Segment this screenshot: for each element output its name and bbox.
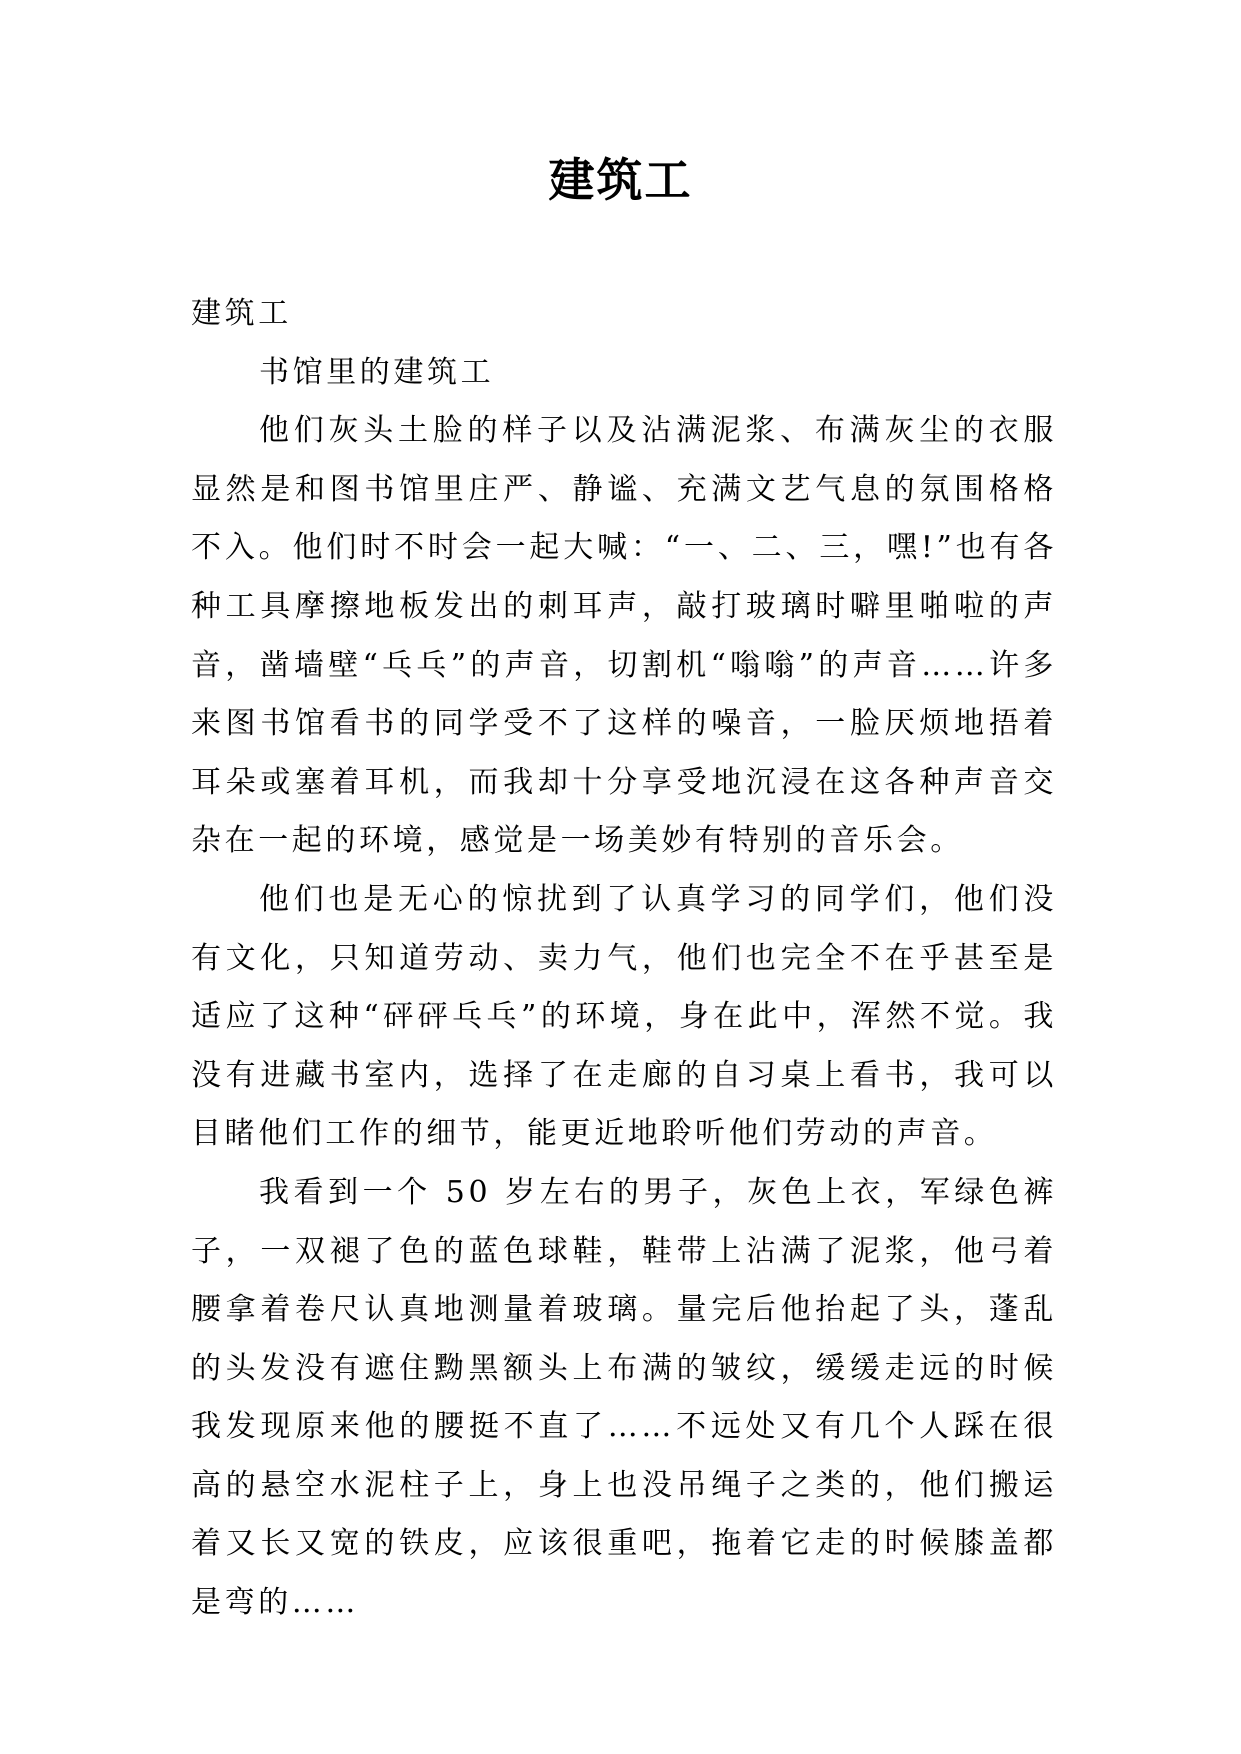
paragraph-heading: 书馆里的建筑工: [259, 354, 495, 390]
document-subtitle: 建筑工: [191, 296, 292, 331]
paragraph: 他们也是无心的惊扰到了认真学习的同学们，他们没有文化，只知道劳动、卖力气，他们也完全不在乎甚至是适应了这种“砰砰乓乓”的环境，身在此中，浑然不觉。我没有进藏书室内，选择了在走廊的自习桌上看书，我可以目睹他们工作的细节，能更近地聆听他们劳动的声音。: [191, 881, 1057, 1152]
paragraph: 我看到一个 50 岁左右的男子，灰色上衣，军绿色裤子，一双褪了色的蓝色球鞋，鞋带上沾满了泥浆，他弓着腰拿着卷尺认真地测量着玻璃。量完后他抬起了头，蓬乱的头发没有遮住黝黑额头上布满的皱纹，缓缓走远的时候我发现原来他的腰挺不直了……不远处又有几个人踩在很高的悬空水泥柱子上，身上也没吊绳子之类的，他们搬运着又长又宽的铁皮，应该很重吧，拖着它走的时候膝盖都是弯的……: [191, 1174, 1057, 1621]
paragraph: 他们灰头土脸的样子以及沾满泥浆、布满灰尘的衣服显然是和图书馆里庄严、静谧、充满文艺气息的氛围格格不入。他们时不时会一起大喊：“一、二、三，嘿!”也有各种工具摩擦地板发出的刺耳声，敲打玻璃时噼里啪啦的声音，凿墙壁“乓乓”的声音，切割机“嗡嗡”的声音……许多来图书馆看书的同学受不了这样的噪音，一脸厌烦地捂着耳朵或塞着耳机，而我却十分享受地沉浸在这各种声音交杂在一起的环境，感觉是一场美妙有特别的音乐会。: [191, 413, 1057, 859]
document-body: [191, 285, 1057, 1633]
document-title: 建筑工: [548, 153, 693, 207]
